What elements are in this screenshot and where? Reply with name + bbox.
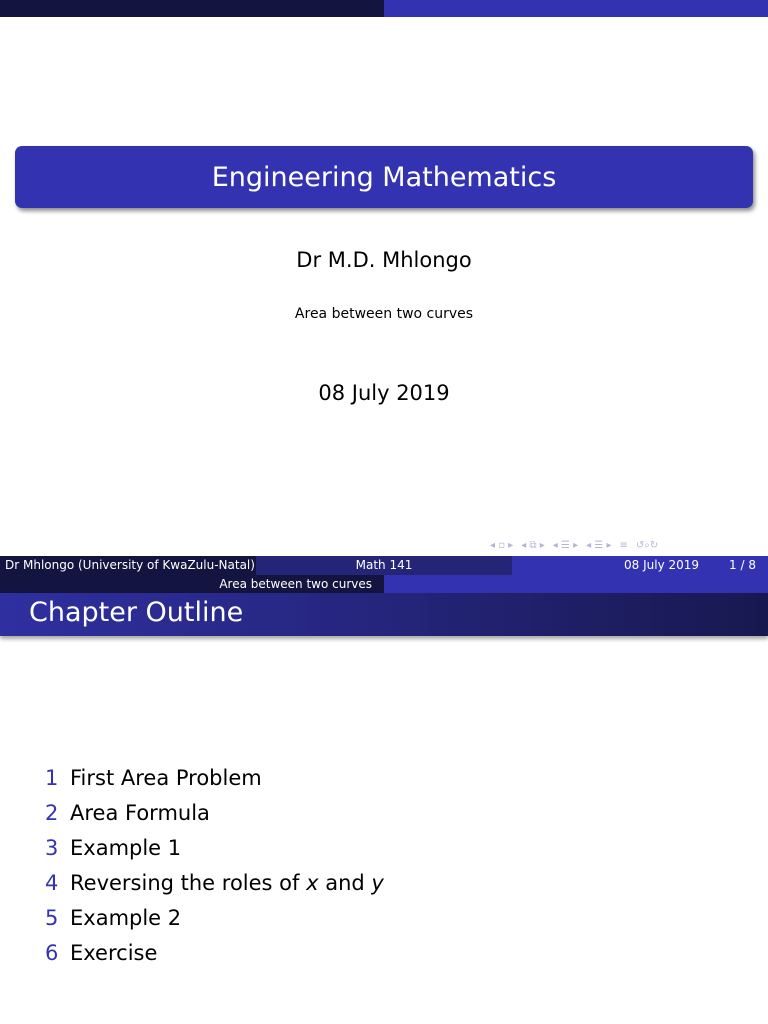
outline-number: 1 — [45, 766, 59, 790]
author: Dr M.D. Mhlongo — [296, 248, 472, 272]
outline-label: Area Formula — [70, 801, 210, 825]
outline-label: Exercise — [70, 941, 158, 965]
outline-number: 6 — [45, 941, 59, 965]
frame-title: Chapter Outline — [29, 597, 244, 628]
outline-item[interactable] — [45, 867, 384, 902]
nav-frame-icon[interactable]: ◂ ▫ ▸ — [490, 539, 514, 551]
math-variable-x: x — [306, 871, 319, 895]
footer-course: Math 141 — [256, 556, 512, 575]
outline-label: First Area Problem — [70, 766, 262, 790]
outline-number: 3 — [45, 836, 59, 860]
nav-section-icon[interactable]: ◂ ☰ ▸ — [552, 539, 579, 551]
title-box — [15, 146, 753, 208]
math-variable-y: y — [371, 871, 384, 895]
outline-label-pre: Reversing the roles of — [70, 871, 307, 895]
footer-short-title: Area between two curves — [0, 575, 384, 593]
nav-section-icon[interactable]: ◂ ☰ ▸ — [586, 539, 612, 551]
outline-label: Example 1 — [70, 836, 182, 860]
navigation-symbols — [490, 538, 765, 552]
outline-item[interactable] — [45, 937, 384, 972]
presentation-title: Engineering Mathematics — [211, 161, 557, 193]
outline-item[interactable] — [45, 832, 384, 867]
outline-label-mid: and — [318, 871, 372, 895]
nav-subsection-icon[interactable]: ◂ ⧉ ▸ — [521, 539, 545, 551]
footer-date-page — [512, 556, 768, 575]
header-bar — [0, 0, 768, 17]
nav-search-icon[interactable]: ↺⌕↻ — [635, 539, 659, 551]
page-number: 1 / 8 — [729, 558, 756, 572]
presentation-date: 08 July 2019 — [318, 381, 450, 405]
outline-item[interactable] — [45, 797, 384, 832]
chapter-outline — [45, 762, 384, 972]
footer-right-block — [384, 575, 768, 593]
footline — [0, 556, 768, 575]
outline-item[interactable] — [45, 762, 384, 797]
outline-item[interactable] — [45, 902, 384, 937]
outline-label: Example 2 — [70, 906, 182, 930]
outline-label — [70, 867, 384, 902]
outline-number: 2 — [45, 801, 59, 825]
outline-number: 5 — [45, 906, 59, 930]
outline-number: 4 — [45, 871, 59, 895]
footer-date: 08 July 2019 — [624, 558, 700, 572]
header-bar-right — [384, 0, 768, 17]
subtitle: Area between two curves — [294, 306, 474, 322]
footer-author: Dr Mhlongo (University of KwaZulu-Natal) — [0, 556, 256, 575]
nav-align-icon[interactable]: ≡ — [619, 539, 628, 551]
footline-secondary — [0, 575, 768, 593]
header-bar-left — [0, 0, 384, 17]
